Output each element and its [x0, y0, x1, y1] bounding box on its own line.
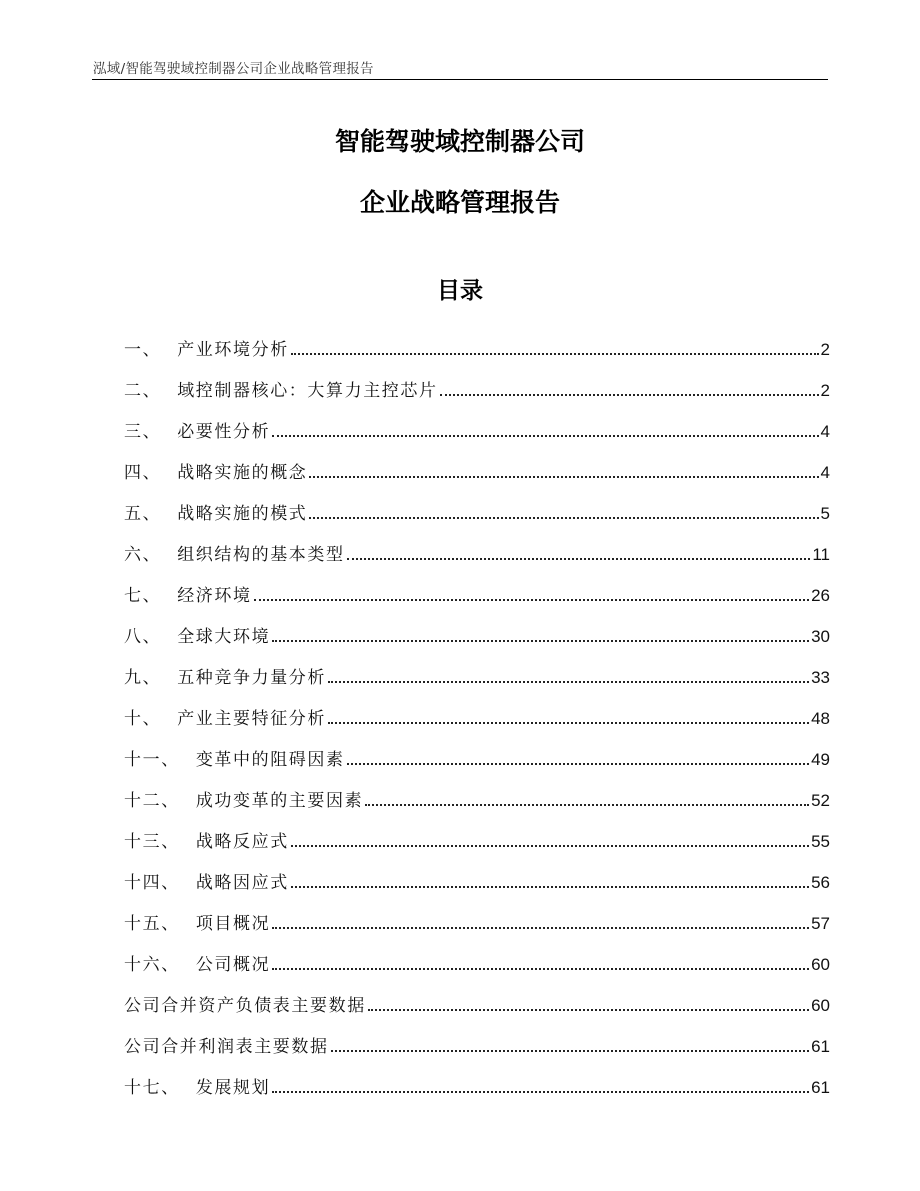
toc-dot-leader	[328, 722, 809, 724]
table-of-contents	[124, 319, 830, 1098]
toc-entry-number: 一、	[124, 340, 162, 360]
toc-entry-label: 公司概况	[195, 955, 271, 975]
toc-dot-leader	[291, 886, 809, 888]
toc-entry[interactable]	[124, 1057, 830, 1098]
document-title-line-1: 智能驾驶域控制器公司	[334, 127, 585, 156]
toc-dot-leader	[331, 1050, 809, 1052]
toc-entry-page-number: 4	[820, 422, 830, 441]
toc-entry-page-number: 55	[811, 832, 830, 851]
toc-entry-label: 发展规划	[195, 1078, 271, 1098]
toc-entry-page-number: 60	[811, 955, 830, 974]
header-divider	[92, 79, 828, 80]
toc-entry-page-number: 57	[811, 914, 830, 933]
toc-entry[interactable]	[124, 934, 830, 975]
toc-entry-number: 五、	[124, 504, 162, 524]
toc-entry-number: 十四、	[124, 873, 180, 893]
toc-entry-number: 四、	[124, 463, 162, 483]
toc-entry[interactable]	[124, 647, 830, 688]
toc-entry-page-number: 33	[811, 668, 830, 687]
toc-dot-leader	[254, 599, 809, 601]
toc-dot-leader	[365, 804, 809, 806]
toc-dot-leader	[272, 640, 809, 642]
toc-entry-page-number: 26	[811, 586, 830, 605]
toc-entry-number: 十二、	[124, 791, 180, 811]
toc-dot-leader	[291, 353, 819, 355]
toc-entry-number: 九、	[124, 668, 162, 688]
toc-entry-label: 域控制器核心：大算力主控芯片	[177, 381, 438, 401]
toc-entry-label: 战略实施的概念	[177, 463, 308, 483]
toc-entry-page-number: 61	[811, 1037, 830, 1056]
toc-entry-number: 十五、	[124, 914, 180, 934]
document-title-line-2: 企业战略管理报告	[359, 188, 560, 217]
toc-entry[interactable]	[124, 606, 830, 647]
toc-entry[interactable]	[124, 811, 830, 852]
toc-dot-leader	[291, 845, 809, 847]
toc-entry-page-number: 61	[811, 1078, 830, 1097]
toc-entry-label: 公司合并利润表主要数据	[124, 1037, 329, 1057]
toc-entry-number: 二、	[124, 381, 162, 401]
toc-entry[interactable]	[124, 852, 830, 893]
toc-entry-page-number: 60	[811, 996, 830, 1015]
toc-entry-number: 十三、	[124, 832, 180, 852]
toc-entry-page-number: 5	[820, 504, 830, 523]
toc-entry[interactable]	[124, 401, 830, 442]
toc-entry[interactable]	[124, 360, 830, 401]
toc-entry-page-number: 2	[820, 340, 830, 359]
toc-entry[interactable]	[124, 893, 830, 934]
toc-entry-page-number: 4	[820, 463, 830, 482]
toc-entry-number: 十七、	[124, 1078, 180, 1098]
toc-entry-page-number: 30	[811, 627, 830, 646]
toc-dot-leader	[309, 476, 818, 478]
toc-dot-leader	[272, 927, 809, 929]
toc-entry[interactable]	[124, 1016, 830, 1057]
toc-entry[interactable]	[124, 442, 830, 483]
toc-entry-page-number: 2	[820, 381, 830, 400]
toc-entry-label: 公司合并资产负债表主要数据	[124, 996, 366, 1016]
toc-entry-label: 战略反应式	[195, 832, 289, 852]
toc-entry-label: 组织结构的基本类型	[177, 545, 345, 565]
toc-entry-number: 六、	[124, 545, 162, 565]
toc-entry[interactable]	[124, 483, 830, 524]
toc-dot-leader	[272, 435, 818, 437]
toc-entry-label: 变革中的阻碍因素	[195, 750, 345, 770]
toc-entry[interactable]	[124, 524, 830, 565]
toc-entry-number: 十一、	[124, 750, 180, 770]
toc-entry-page-number: 49	[811, 750, 830, 769]
toc-entry[interactable]	[124, 729, 830, 770]
toc-entry-number: 七、	[124, 586, 162, 606]
toc-entry-page-number: 48	[811, 709, 830, 728]
toc-entry-number: 十、	[124, 709, 162, 729]
toc-entry-label: 项目概况	[195, 914, 271, 934]
toc-entry-page-number: 52	[811, 791, 830, 810]
toc-entry-label: 产业主要特征分析	[177, 709, 327, 729]
toc-entry-label: 五种竞争力量分析	[177, 668, 327, 688]
running-header: 泓域/智能驾驶域控制器公司企业战略管理报告	[93, 61, 374, 77]
toc-entry-label: 必要性分析	[177, 422, 271, 442]
toc-entry-number: 八、	[124, 627, 162, 647]
toc-entry-label: 全球大环境	[177, 627, 271, 647]
toc-dot-leader	[272, 1091, 809, 1093]
toc-entry-number: 十六、	[124, 955, 180, 975]
toc-entry[interactable]	[124, 770, 830, 811]
toc-entry-page-number: 11	[812, 545, 830, 564]
toc-entry-number: 三、	[124, 422, 162, 442]
toc-entry[interactable]	[124, 319, 830, 360]
toc-dot-leader	[347, 558, 811, 560]
toc-heading: 目录	[437, 278, 483, 304]
toc-entry-label: 成功变革的主要因素	[195, 791, 364, 811]
toc-entry-page-number: 56	[811, 873, 830, 892]
toc-dot-leader	[368, 1009, 809, 1011]
toc-entry-label: 战略实施的模式	[177, 504, 308, 524]
toc-entry-label: 经济环境	[177, 586, 252, 606]
toc-entry[interactable]	[124, 975, 830, 1016]
toc-entry-label: 产业环境分析	[177, 340, 289, 360]
toc-dot-leader	[309, 517, 818, 519]
toc-entry[interactable]	[124, 565, 830, 606]
toc-dot-leader	[328, 681, 809, 683]
toc-dot-leader	[272, 968, 809, 970]
toc-entry[interactable]	[124, 688, 830, 729]
toc-dot-leader	[440, 394, 819, 396]
toc-entry-label: 战略因应式	[195, 873, 289, 893]
toc-dot-leader	[347, 763, 809, 765]
